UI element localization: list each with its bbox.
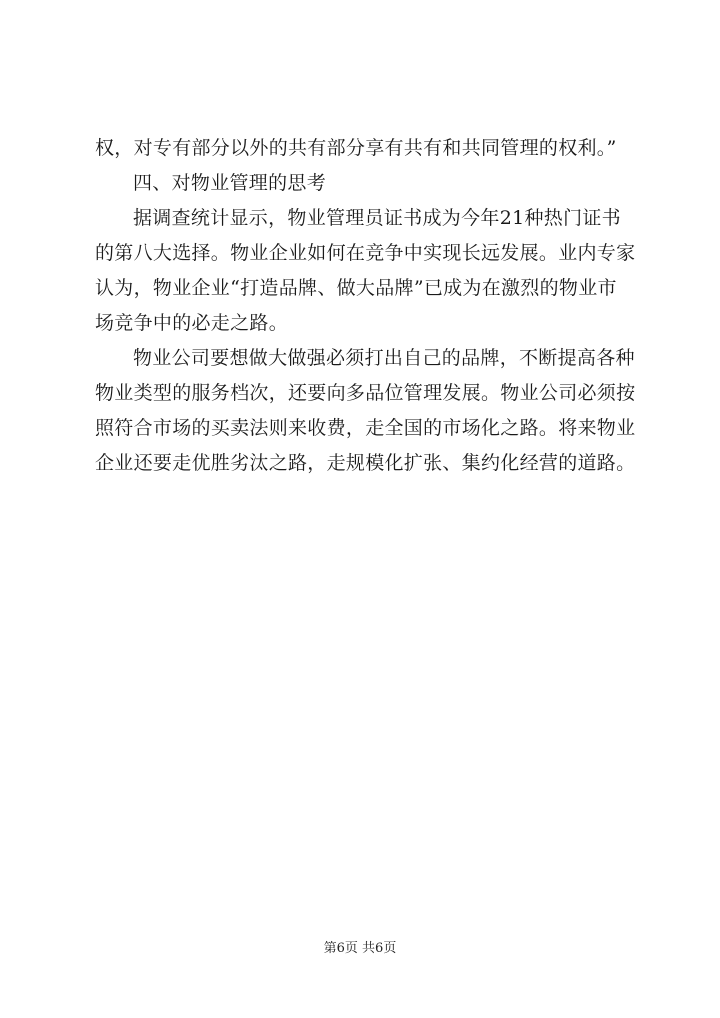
text-line: 物业公司要想做大做强必须打出自己的品牌，不断提高各种: [133, 347, 635, 369]
text-line: 认为，物业企业“打造品牌、做大品牌”已成为在激烈的物业市: [95, 277, 617, 299]
text-line: 物业类型的服务档次，还要向多品位管理发展。物业公司必须按: [95, 382, 636, 404]
text-line: 权，对专有部分以外的共有部分享有共有和共同管理的权利。”: [95, 137, 617, 159]
document-body: [95, 131, 655, 481]
page-footer: 第6页 共6页: [323, 941, 397, 956]
text-line: 场竞争中的必走之路。: [95, 312, 289, 334]
text-line: 的第八大选择。物业企业如何在竞争中实现长远发展。业内专家: [95, 242, 636, 264]
text-line: 照符合市场的买卖法则来收费，走全国的市场化之路。将来物业: [95, 417, 636, 439]
text-line: 据调查统计显示，物业管理员证书成为今年21种热门证书: [133, 207, 621, 229]
text-line: 企业还要走优胜劣汰之路，走规模化扩张、集约化经营的道路。: [95, 452, 636, 474]
section-heading: 四、对物业管理的思考: [133, 172, 327, 194]
